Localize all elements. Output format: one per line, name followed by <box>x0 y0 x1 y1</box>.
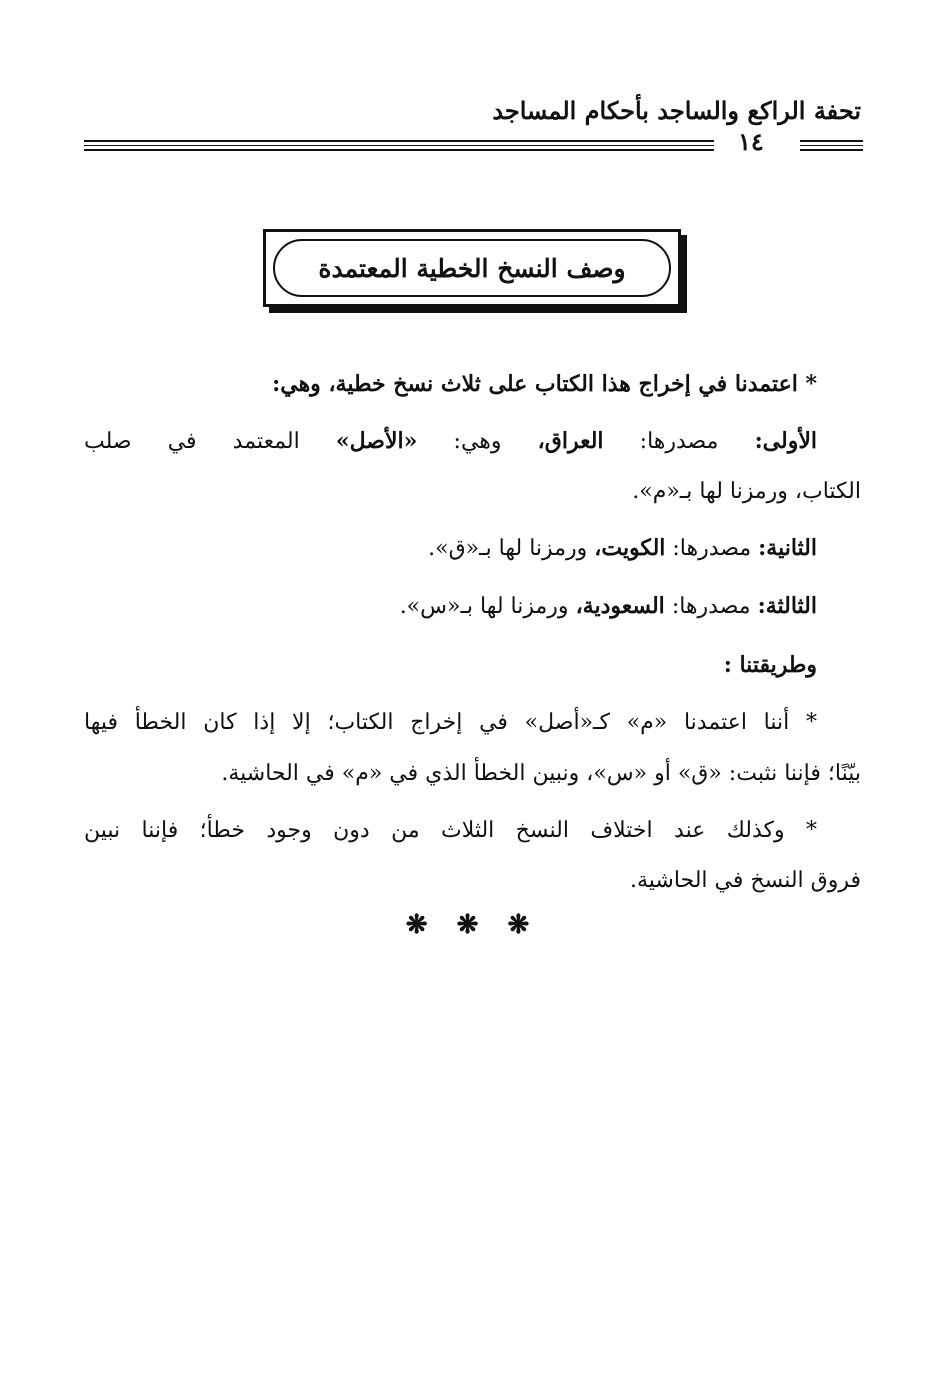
text-span: مصدرها: <box>639 429 719 454</box>
text-span: ورمزنا لها بـ«س». <box>399 594 569 619</box>
first-manuscript-line-1 <box>84 430 817 453</box>
first-manuscript-line-2: الكتاب، ورمزنا لها بـ«م». <box>632 479 861 504</box>
method-1-line-1: * أننا اعتمدنا «م» كـ«أصل» في إخراج الكتاب؛ إلا إذا كان الخطأ فيها <box>84 710 817 735</box>
section-title: وصف النسخ الخطية المعتمدة <box>318 253 626 283</box>
page-number: ١٤ <box>738 127 764 156</box>
method-heading: وطريقتنا : <box>723 652 817 678</box>
section-title-frame <box>273 239 671 297</box>
text-span: ورمزنا لها بـ«ق». <box>428 536 588 561</box>
text-span: مصدرها: <box>671 594 751 619</box>
text-span: مصدرها: <box>672 536 752 561</box>
first-manuscript-asl: «الأصل» <box>335 428 418 454</box>
method-2-line-2: فروق النسخ في الحاشية. <box>629 868 861 893</box>
text-span: المعتمد في صلب <box>84 429 300 454</box>
first-manuscript-origin: العراق، <box>537 428 604 454</box>
first-manuscript-label: الأولى: <box>754 428 818 454</box>
method-1-line-2: بيّنًا؛ فإننا نثبت: «ق» أو «س»، ونبين الخطأ الذي في «م» في الحاشية. <box>221 761 861 786</box>
second-manuscript-origin: الكويت، <box>594 535 666 561</box>
method-2-line-1: * وكذلك عند اختلاف النسخ الثلاث من دون وجود خطأ؛ فإننا نبين <box>84 818 817 843</box>
section-title-box <box>263 229 681 307</box>
second-manuscript-line <box>428 537 817 560</box>
second-manuscript-label: الثانية: <box>758 535 817 561</box>
third-manuscript-origin: السعودية، <box>575 593 665 619</box>
third-manuscript-line <box>400 595 817 618</box>
third-manuscript-label: الثالثة: <box>757 593 817 619</box>
intro-paragraph: * اعتمدنا في إخراج هذا الكتاب على ثلاث نسخ خطية، وهي: <box>272 371 817 397</box>
section-end-mark: ❋ ❋ ❋ <box>405 910 540 940</box>
text-span: وهي: <box>453 429 502 454</box>
running-title: تحفة الراكع والساجد بأحكام المساجد <box>492 96 861 125</box>
